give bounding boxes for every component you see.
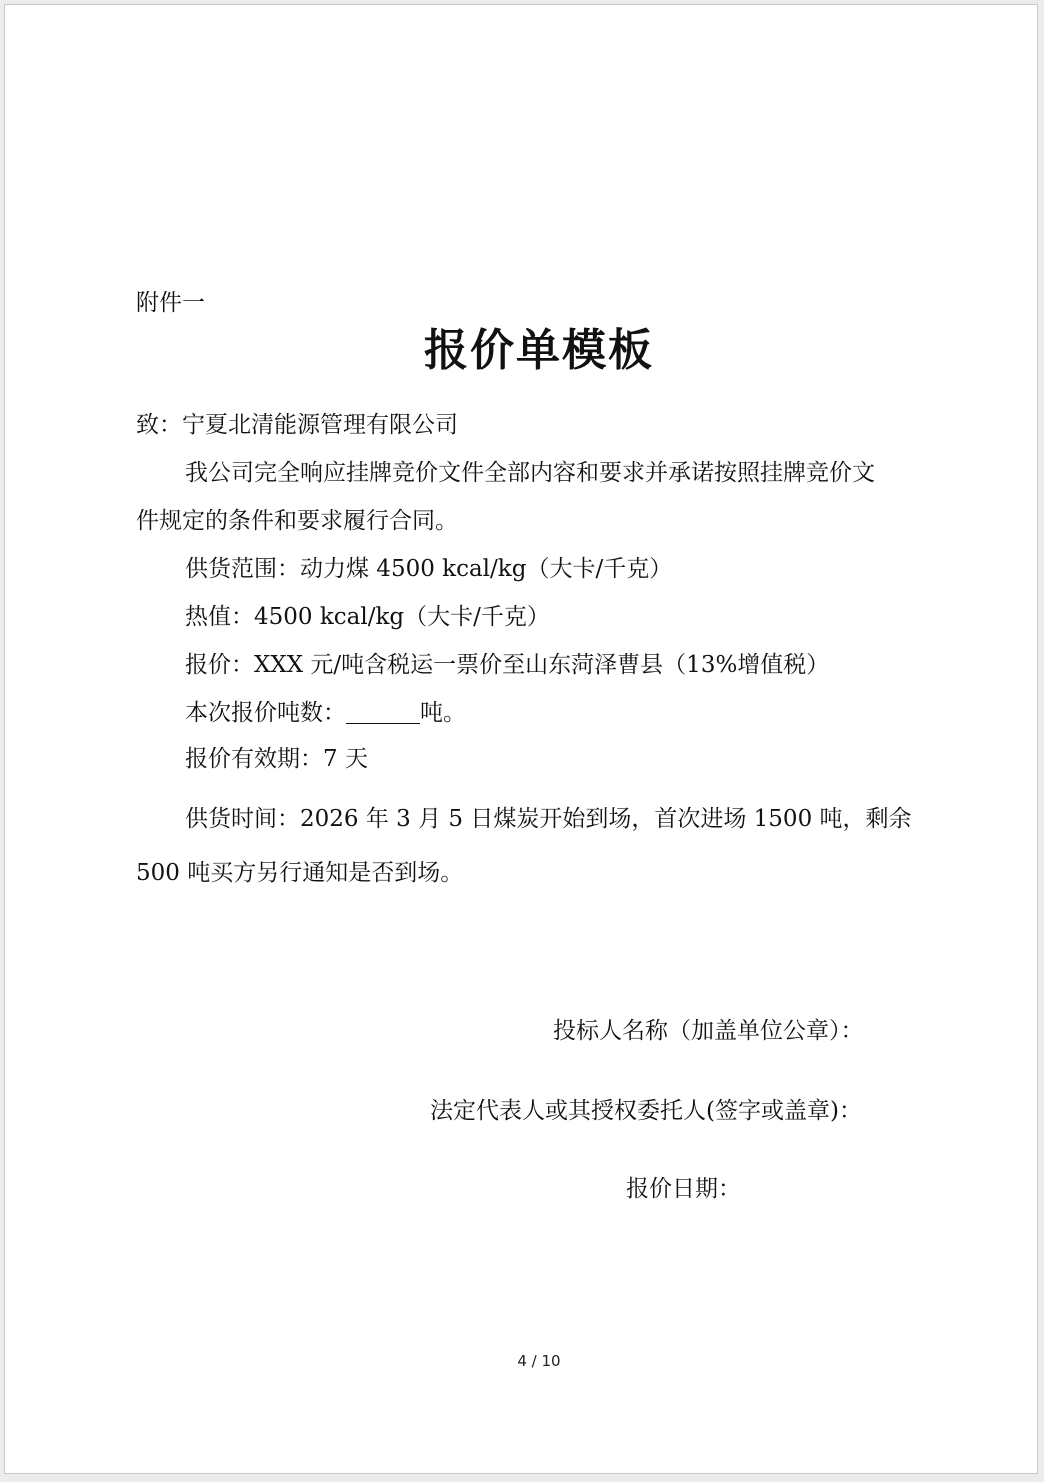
tonnage-unit: 吨。 — [420, 700, 466, 726]
intro-line-2: 件规定的条件和要求履行合同。 — [136, 508, 458, 534]
legal-rep-line: 法定代表人或其授权委托人(签字或盖章)： — [430, 1098, 862, 1124]
calorific-value: 热值：4500 kcal/kg（大卡/千克） — [185, 604, 550, 630]
supply-time-line-2: 500 吨买方另行通知是否到场。 — [136, 860, 464, 886]
recipient-line: 致：宁夏北清能源管理有限公司 — [136, 412, 458, 438]
bidder-name-line: 投标人名称（加盖单位公章）： — [553, 1018, 864, 1044]
intro-line-1: 我公司完全响应挂牌竞价文件全部内容和要求并承诺按照挂牌竞价文 — [185, 460, 875, 486]
tonnage-blank-field[interactable] — [346, 701, 420, 724]
attachment-label: 附件一 — [136, 290, 205, 316]
supply-time-line-1: 供货时间：2026 年 3 月 5 日煤炭开始到场，首次进场 1500 吨，剩余 — [185, 806, 912, 832]
tonnage-line — [185, 698, 466, 728]
quote-date-line: 报价日期： — [626, 1176, 741, 1202]
document-page — [4, 4, 1038, 1474]
tonnage-label: 本次报价吨数： — [185, 700, 346, 726]
validity-line: 报价有效期：7 天 — [185, 746, 368, 772]
page-title: 报价单模板 — [424, 325, 654, 376]
page-indicator: 4 / 10 — [517, 1352, 561, 1370]
price-line: 报价：XXX 元/吨含税运一票价至山东菏泽曹县（13%增值税） — [185, 652, 830, 678]
supply-scope: 供货范围：动力煤 4500 kcal/kg（大卡/千克） — [185, 556, 673, 582]
